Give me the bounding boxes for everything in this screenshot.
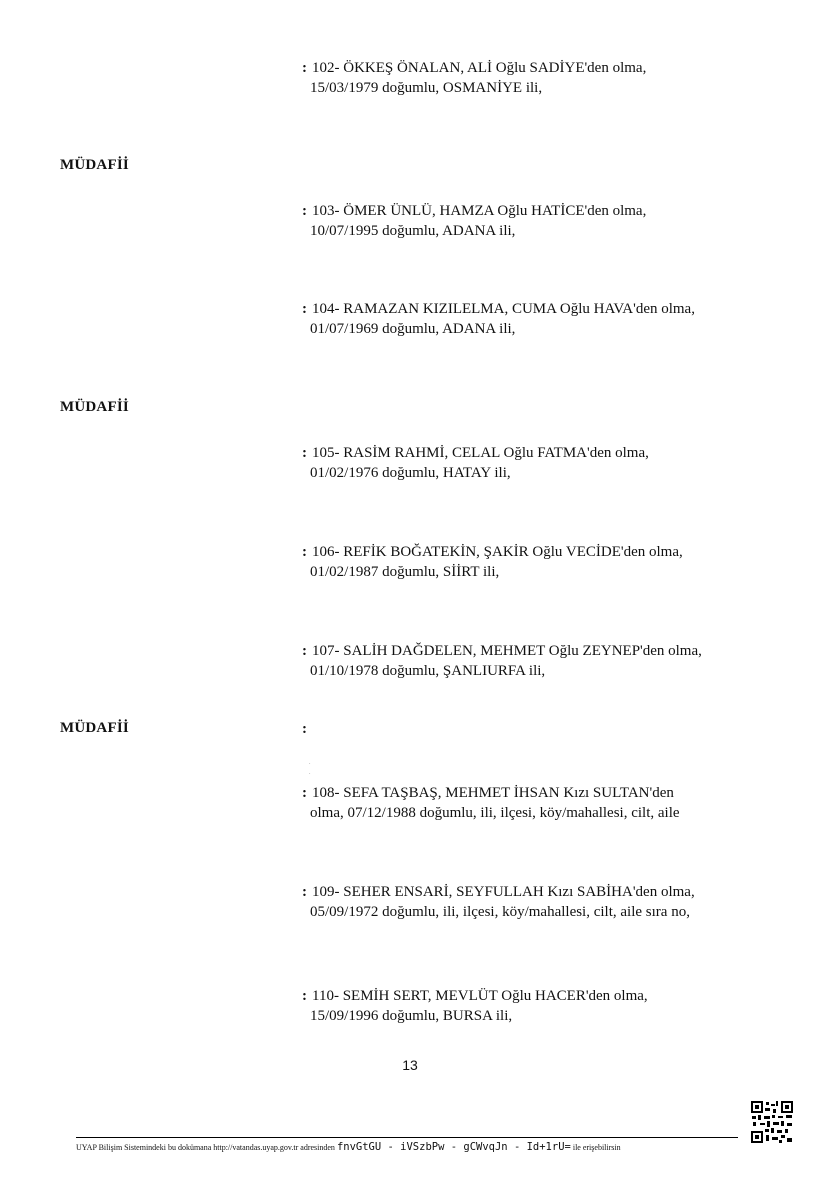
- entry-103: [302, 201, 772, 241]
- entry-colon: :: [302, 643, 307, 659]
- mudafi-label: MÜDAFİİ: [60, 720, 129, 736]
- entry-line1: 107- SALİH DAĞDELEN, MEHMET Oğlu ZEYNEP'den olma,: [312, 643, 702, 659]
- footer-verification-code: fnvGtGU - iVSzbPw - gCWvqJn - Id+1rU=: [336, 1141, 571, 1153]
- entry-107: [302, 641, 772, 681]
- entry-colon: :: [302, 544, 307, 560]
- entry-colon: :: [302, 988, 307, 1004]
- entry-line1: 103- ÖMER ÜNLÜ, HAMZA Oğlu HATİCE'den olma,: [312, 203, 647, 219]
- entry-line1: 109- SEHER ENSARİ, SEYFULLAH Kızı SABİHA'den olma,: [312, 884, 695, 900]
- entry-line1: 110- SEMİH SERT, MEVLÜT Oğlu HACER'den olma,: [312, 988, 648, 1004]
- entry-108: [302, 783, 772, 823]
- entry-line1: 108- SEFA TAŞBAŞ, MEHMET İHSAN Kızı SULTAN'den: [312, 785, 674, 801]
- mudafi-label: MÜDAFİİ: [60, 157, 129, 173]
- entry-105: [302, 443, 772, 483]
- entry-line1: 106- REFİK BOĞATEKİN, ŞAKİR Oğlu VECİDE'den olma,: [312, 544, 683, 560]
- entry-110: [302, 986, 772, 1026]
- footer-verification: [76, 1141, 621, 1153]
- footer-divider: [76, 1137, 738, 1138]
- empty-entry-colon: :: [302, 721, 307, 737]
- entry-colon: :: [302, 203, 307, 219]
- entry-line2: 05/09/1972 doğumlu, ili, ilçesi, köy/mahallesi, cilt, aile sıra no,: [310, 904, 690, 920]
- entry-line2: 15/09/1996 doğumlu, BURSA ili,: [310, 1008, 513, 1024]
- entry-line1: 102- ÖKKEŞ ÖNALAN, ALİ Oğlu SADİYE'den olma,: [312, 60, 647, 76]
- page-number: 13: [402, 1057, 418, 1073]
- entry-line2: 10/07/1995 doğumlu, ADANA ili,: [310, 223, 516, 239]
- scan-dot: .: [309, 760, 311, 766]
- scan-dot: .: [309, 770, 311, 776]
- entry-colon: :: [302, 785, 307, 801]
- entry-line2: 01/07/1969 doğumlu, ADANA ili,: [310, 321, 516, 337]
- entry-104: [302, 299, 772, 339]
- entry-line2: 01/02/1976 doğumlu, HATAY ili,: [310, 465, 511, 481]
- mudafi-label: MÜDAFİİ: [60, 399, 129, 415]
- entry-line2: olma, 07/12/1988 doğumlu, ili, ilçesi, köy/mahallesi, cilt, aile: [310, 805, 680, 821]
- entry-colon: :: [302, 884, 307, 900]
- footer-suffix: ile erişebilirsin: [572, 1143, 621, 1152]
- entry-line2: 01/02/1987 doğumlu, SİİRT ili,: [310, 564, 500, 580]
- entry-106: [302, 542, 772, 582]
- entry-109: [302, 882, 772, 922]
- entry-colon: :: [302, 301, 307, 317]
- entry-colon: :: [302, 445, 307, 461]
- entry-line1: 105- RASİM RAHMİ, CELAL Oğlu FATMA'den olma,: [312, 445, 649, 461]
- entry-line2: 01/10/1978 doğumlu, ŞANLIURFA ili,: [310, 663, 546, 679]
- entry-102: [302, 58, 772, 98]
- qr-code-icon: [750, 1100, 794, 1144]
- footer-prefix: UYAP Bilişim Sistemindeki bu dokümana http://vatandas.uyap.gov.tr adresinden: [76, 1143, 335, 1152]
- entry-colon: :: [302, 60, 307, 76]
- entry-line2: 15/03/1979 doğumlu, OSMANİYE ili,: [310, 80, 543, 96]
- entry-line1: 104- RAMAZAN KIZILELMA, CUMA Oğlu HAVA'den olma,: [312, 301, 695, 317]
